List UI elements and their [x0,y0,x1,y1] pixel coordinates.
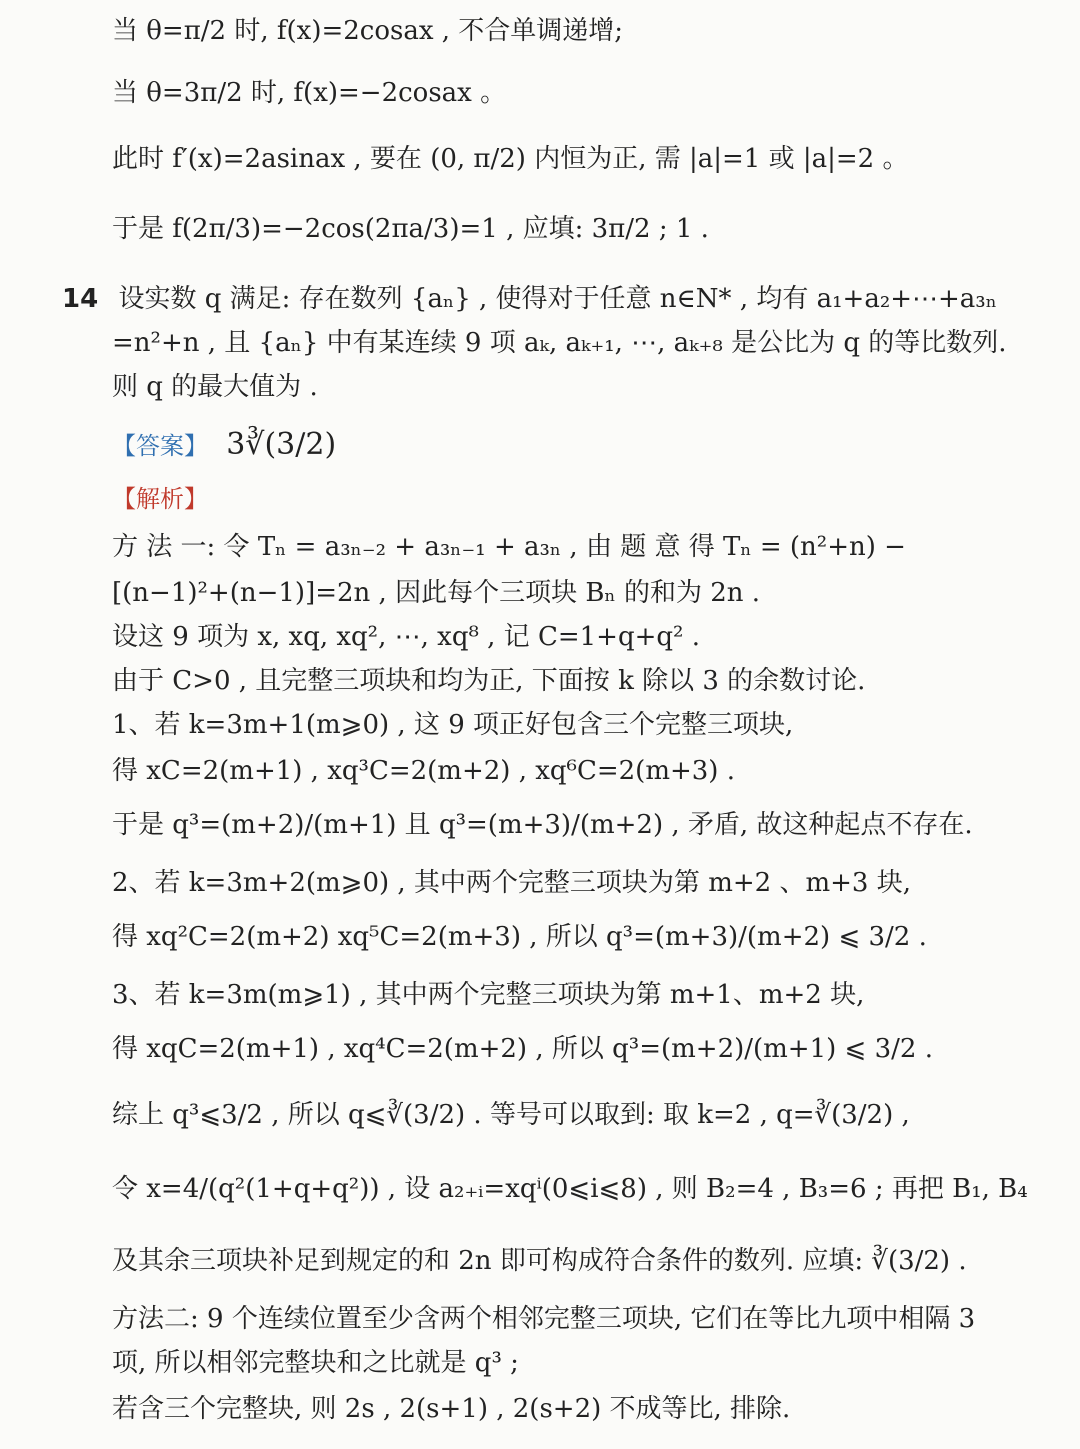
text-line: 综上 q³⩽3/2 , 所以 q⩽∛(3/2) . 等号可以取到: 取 k=2 , q=∛(3/2) , [112,1100,910,1130]
text-line: 得 xqC=2(m+1) , xq⁴C=2(m+2) , 所以 q³=(m+2)/(m+1) ⩽ 3/2 . [112,1034,933,1064]
analysis-label-text: 【解析】 [112,485,208,513]
text-line: 于是 q³=(m+2)/(m+1) 且 q³=(m+3)/(m+2) , 矛盾, 故这种起点不存在. [112,810,973,840]
question-number: 14 [62,284,99,314]
text-line: 设这 9 项为 x, xq, xq², ⋯, xq⁸ , 记 C=1+q+q² . [112,622,700,652]
text-line: 于是 f(2π/3)=−2cos(2πa/3)=1 , 应填: 3π/2 ; 1 . [112,214,709,244]
text-line: 方 法 一: 令 Tₙ = a₃ₙ₋₂ + a₃ₙ₋₁ + a₃ₙ , 由 题 意 得 Tₙ = (n²+n) − [112,532,906,562]
analysis-label [112,482,208,516]
text-line: [(n−1)²+(n−1)]=2n , 因此每个三项块 Bₙ 的和为 2n . [112,578,761,608]
answer-line [112,428,336,463]
answer-value: 3∛(3/2) [226,427,337,462]
text-line: 此时 f′(x)=2asinax , 要在 (0, π/2) 内恒为正, 需 |a|=1 或 |a|=2 。 [112,144,909,174]
text-line: 及其余三项块补足到规定的和 2n 即可构成符合条件的数列. 应填: ∛(3/2) . [112,1246,967,1276]
text-line: 由于 C>0 , 且完整三项块和均为正, 下面按 k 除以 3 的余数讨论. [112,666,866,696]
text-line: 得 xC=2(m+1) , xq³C=2(m+2) , xq⁶C=2(m+3) . [112,756,735,786]
text-line: 方法二: 9 个连续位置至少含两个相邻完整三项块, 它们在等比九项中相隔 3 [112,1304,976,1334]
answer-label: 【答案】 [112,432,208,460]
text-line: 2、若 k=3m+2(m⩾0) , 其中两个完整三项块为第 m+2 、m+3 块, [112,868,911,898]
text-line: 令 x=4/(q²(1+q+q²)) , 设 a₂₊ᵢ=xqⁱ(0⩽i⩽8) , 则 B₂=4 , B₃=6 ; 再把 B₁, B₄ [112,1174,1028,1204]
text-line: 3、若 k=3m(m⩾1) , 其中两个完整三项块为第 m+1、m+2 块, [112,980,865,1010]
text-line: 则 q 的最大值为 . [112,372,318,402]
text-line: 得 xq²C=2(m+2) xq⁵C=2(m+3) , 所以 q³=(m+3)/(m+2) ⩽ 3/2 . [112,922,927,952]
question-line [62,282,997,316]
text-line: 当 θ=3π/2 时, f(x)=−2cosax 。 [112,78,507,108]
question-text: 设实数 q 满足: 存在数列 {aₙ} , 使得对于任意 n∈N* , 均有 a₁+a₂+⋯+a₃ₙ [118,284,997,314]
text-line: =n²+n , 且 {aₙ} 中有某连续 9 项 aₖ, aₖ₊₁, ⋯, aₖ₊₈ 是公比为 q 的等比数列. [112,328,1007,358]
text-line: 当 θ=π/2 时, f(x)=2cosax , 不合单调递增; [112,16,624,46]
text-line: 若含三个完整块, 则 2s , 2(s+1) , 2(s+2) 不成等比, 排除. [112,1394,791,1424]
text-line: 1、若 k=3m+1(m⩾0) , 这 9 项正好包含三个完整三项块, [112,710,794,740]
text-line: 项, 所以相邻完整块和之比就是 q³ ; [112,1348,519,1378]
